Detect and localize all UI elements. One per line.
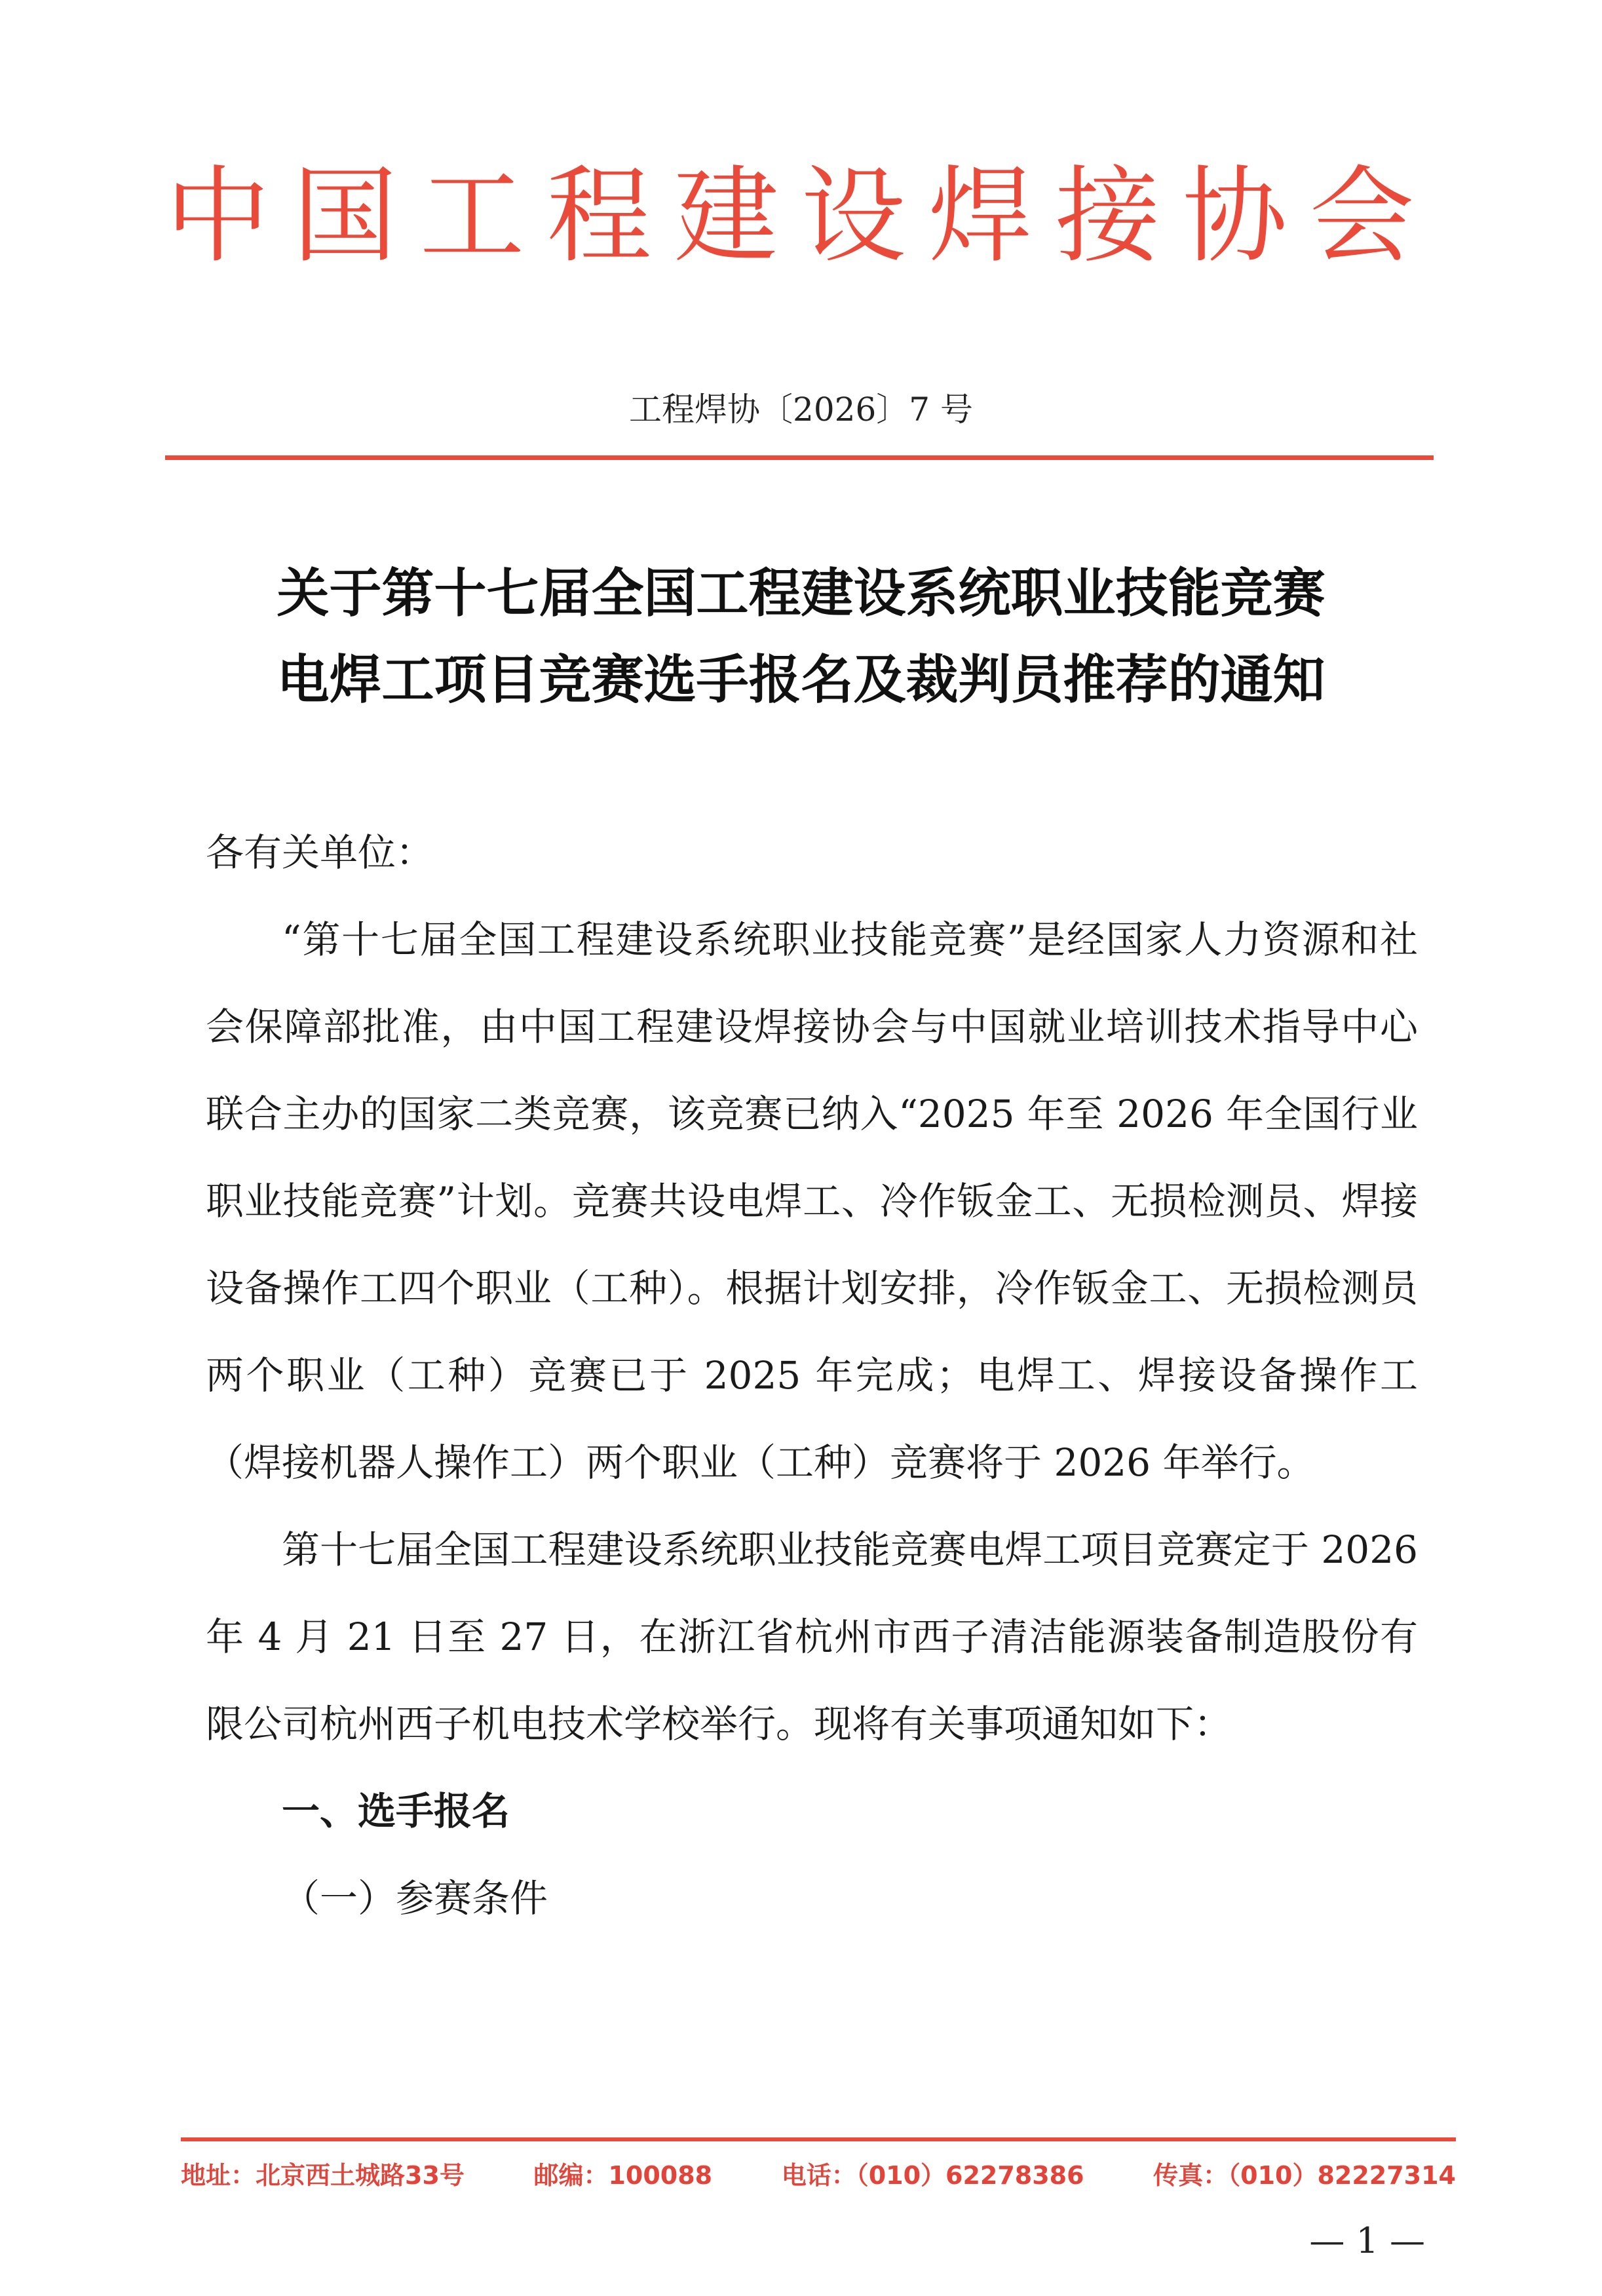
page-number: — 1 — bbox=[1309, 2220, 1425, 2261]
header-divider bbox=[165, 455, 1434, 460]
footer-divider bbox=[181, 2137, 1456, 2141]
organization-name: 中国工程建设焊接协会 bbox=[165, 155, 1437, 277]
salutation: 各有关单位： bbox=[206, 830, 434, 875]
document-title bbox=[0, 550, 1602, 723]
title-line-2: 电焊工项目竞赛选手报名及裁判员推荐的通知 bbox=[277, 649, 1325, 710]
paragraph-2: 第十七届全国工程建设系统职业技能竞赛电焊工项目竞赛定于 2026 年 4 月 21 日至 27 日，在浙江省杭州市西子清洁能源装备制造股份有限公司杭州西子机电技术学校举行。现将有关事项通知如下： bbox=[206, 1527, 1418, 1746]
document-body bbox=[206, 809, 1418, 1942]
section-heading-1: 一、选手报名 bbox=[282, 1789, 510, 1833]
footer-address: 地址：北京西土城路33号 bbox=[181, 2161, 465, 2190]
footer-phone: 电话：（010）62278386 bbox=[781, 2161, 1084, 2190]
document-number: 工程焊协〔2026〕7 号 bbox=[629, 391, 973, 429]
footer-contact bbox=[181, 2156, 1456, 2195]
title-line-1: 关于第十七届全国工程建设系统职业技能竞赛 bbox=[277, 563, 1325, 624]
subsection-heading-1: （一）参赛条件 bbox=[282, 1876, 548, 1921]
paragraph-1: “第十七届全国工程建设系统职业技能竞赛”是经国家人力资源和社会保障部批准，由中国工程建设焊接协会与中国就业培训技术指导中心联合主办的国家二类竞赛，该竞赛已纳入“2025 年至 2026 年全国行业职业技能竞赛”计划。竞赛共设电焊工、冷作钣金工、无损检测员、焊接设备操作工四个职业（工种）。根据计划安排，冷作钣金工、无损检测员两个职业（工种）竞赛已于 2025 年完成；电焊工、焊接设备操作工（焊接机器人操作工）两个职业（工种）竞赛将于 2026 年举行。 bbox=[206, 917, 1418, 1485]
footer-fax: 传真：（010）82227314 bbox=[1153, 2161, 1456, 2190]
footer-postcode: 邮编：100088 bbox=[533, 2161, 713, 2190]
